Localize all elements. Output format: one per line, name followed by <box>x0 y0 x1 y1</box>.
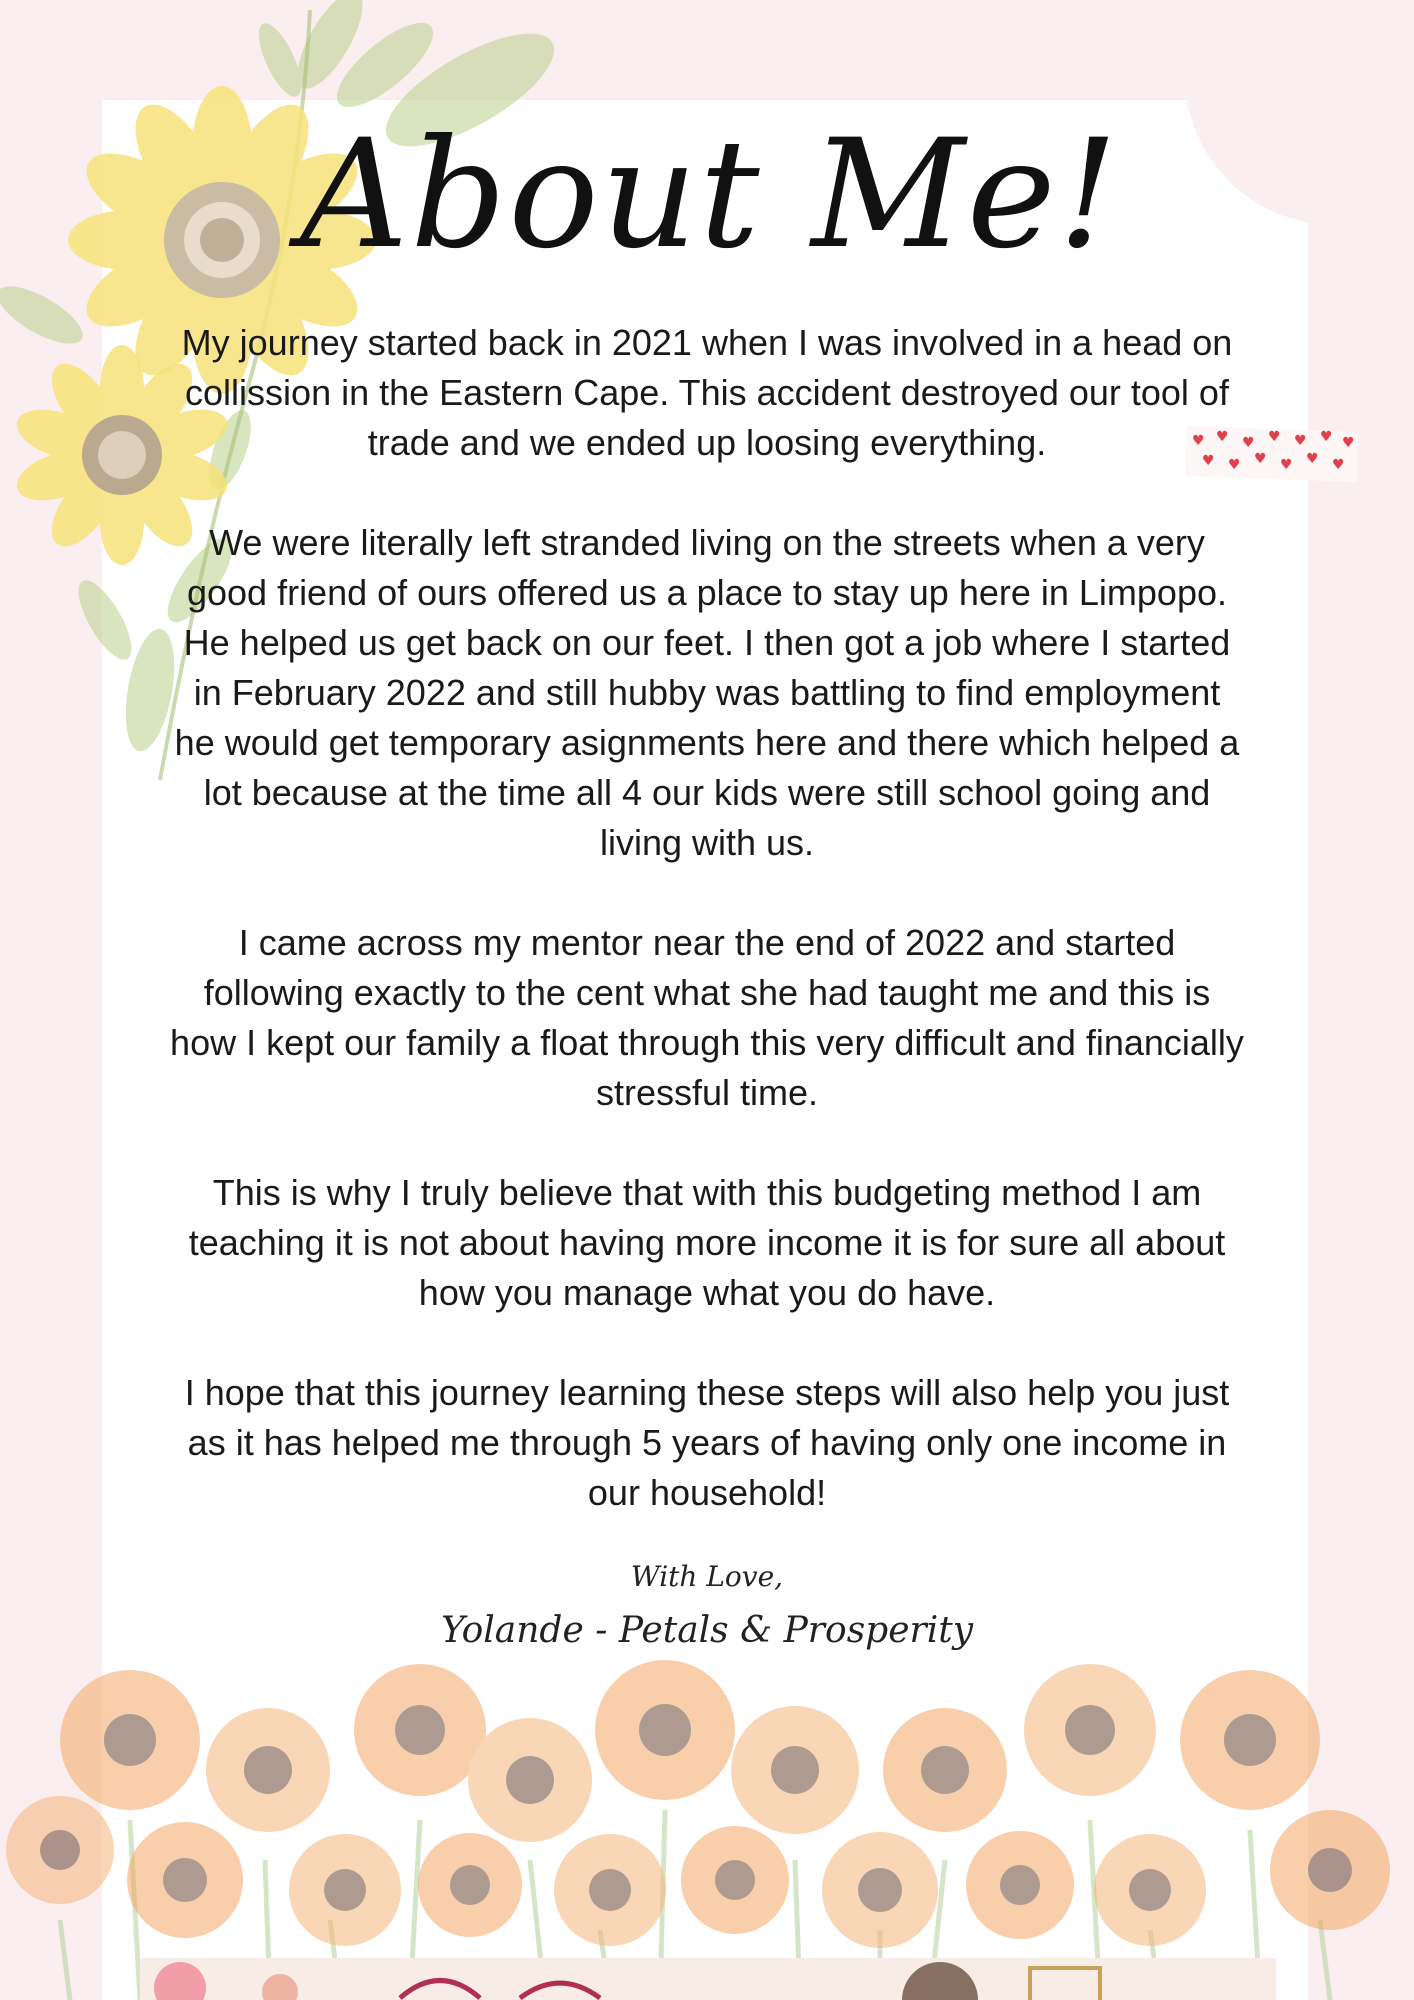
svg-text:♥: ♥ <box>1192 433 1205 449</box>
svg-text:♥: ♥ <box>1268 429 1281 445</box>
svg-text:♥: ♥ <box>1216 429 1229 445</box>
signature-name: Yolande - Petals & Prosperity <box>440 1610 974 1651</box>
paragraph-hope: I hope that this journey learning these steps will also help you just as it has helped me through 5 years of having only one income in our household! <box>184 1372 1230 1513</box>
paragraph-mentor: I came across my mentor near the end of 2022 and started following exactly to the cent what she had taught me and this is how I kept our family a float through this very difficult and financially stressful time. <box>170 922 1244 1113</box>
svg-text:♥: ♥ <box>1342 435 1355 451</box>
orange-flower-border <box>0 1660 1414 2000</box>
svg-text:♥: ♥ <box>1202 453 1215 469</box>
svg-text:♥: ♥ <box>1254 451 1267 467</box>
bottom-banner-strip <box>140 1958 1276 2000</box>
paragraph-stranded: We were literally left stranded living on the streets when a very good friend of ours offered us a place to stay up here in Limpopo. He helped us get back on our feet. I then got a job where I started in February 2022 and still hubby was battling to find employment he would get temporary asignments here and there which helped a lot because at the time all 4 our kids were still school going and living with us. <box>174 522 1240 863</box>
banner-preview-decoration <box>140 1958 1276 2000</box>
svg-text:♥: ♥ <box>1294 433 1307 449</box>
signature-closing: With Love, <box>630 1560 784 1593</box>
page-title: About Me! <box>300 108 1120 282</box>
paragraph-journey-start: My journey started back in 2021 when I was involved in a head on collission in the Eastern Cape. This accident destroyed our tool of trade and we ended up loosing everything. <box>181 322 1233 463</box>
svg-text:♥: ♥ <box>1242 435 1255 451</box>
svg-text:♥: ♥ <box>1306 451 1319 467</box>
about-body <box>170 318 1244 1568</box>
svg-text:♥: ♥ <box>1228 457 1241 473</box>
svg-text:♥: ♥ <box>1332 457 1345 473</box>
svg-text:♥: ♥ <box>1320 429 1333 445</box>
paragraph-budgeting: This is why I truly believe that with this budgeting method I am teaching it is not about having more income it is for sure all about how you manage what you do have. <box>188 1172 1226 1313</box>
svg-text:♥: ♥ <box>1280 457 1293 473</box>
